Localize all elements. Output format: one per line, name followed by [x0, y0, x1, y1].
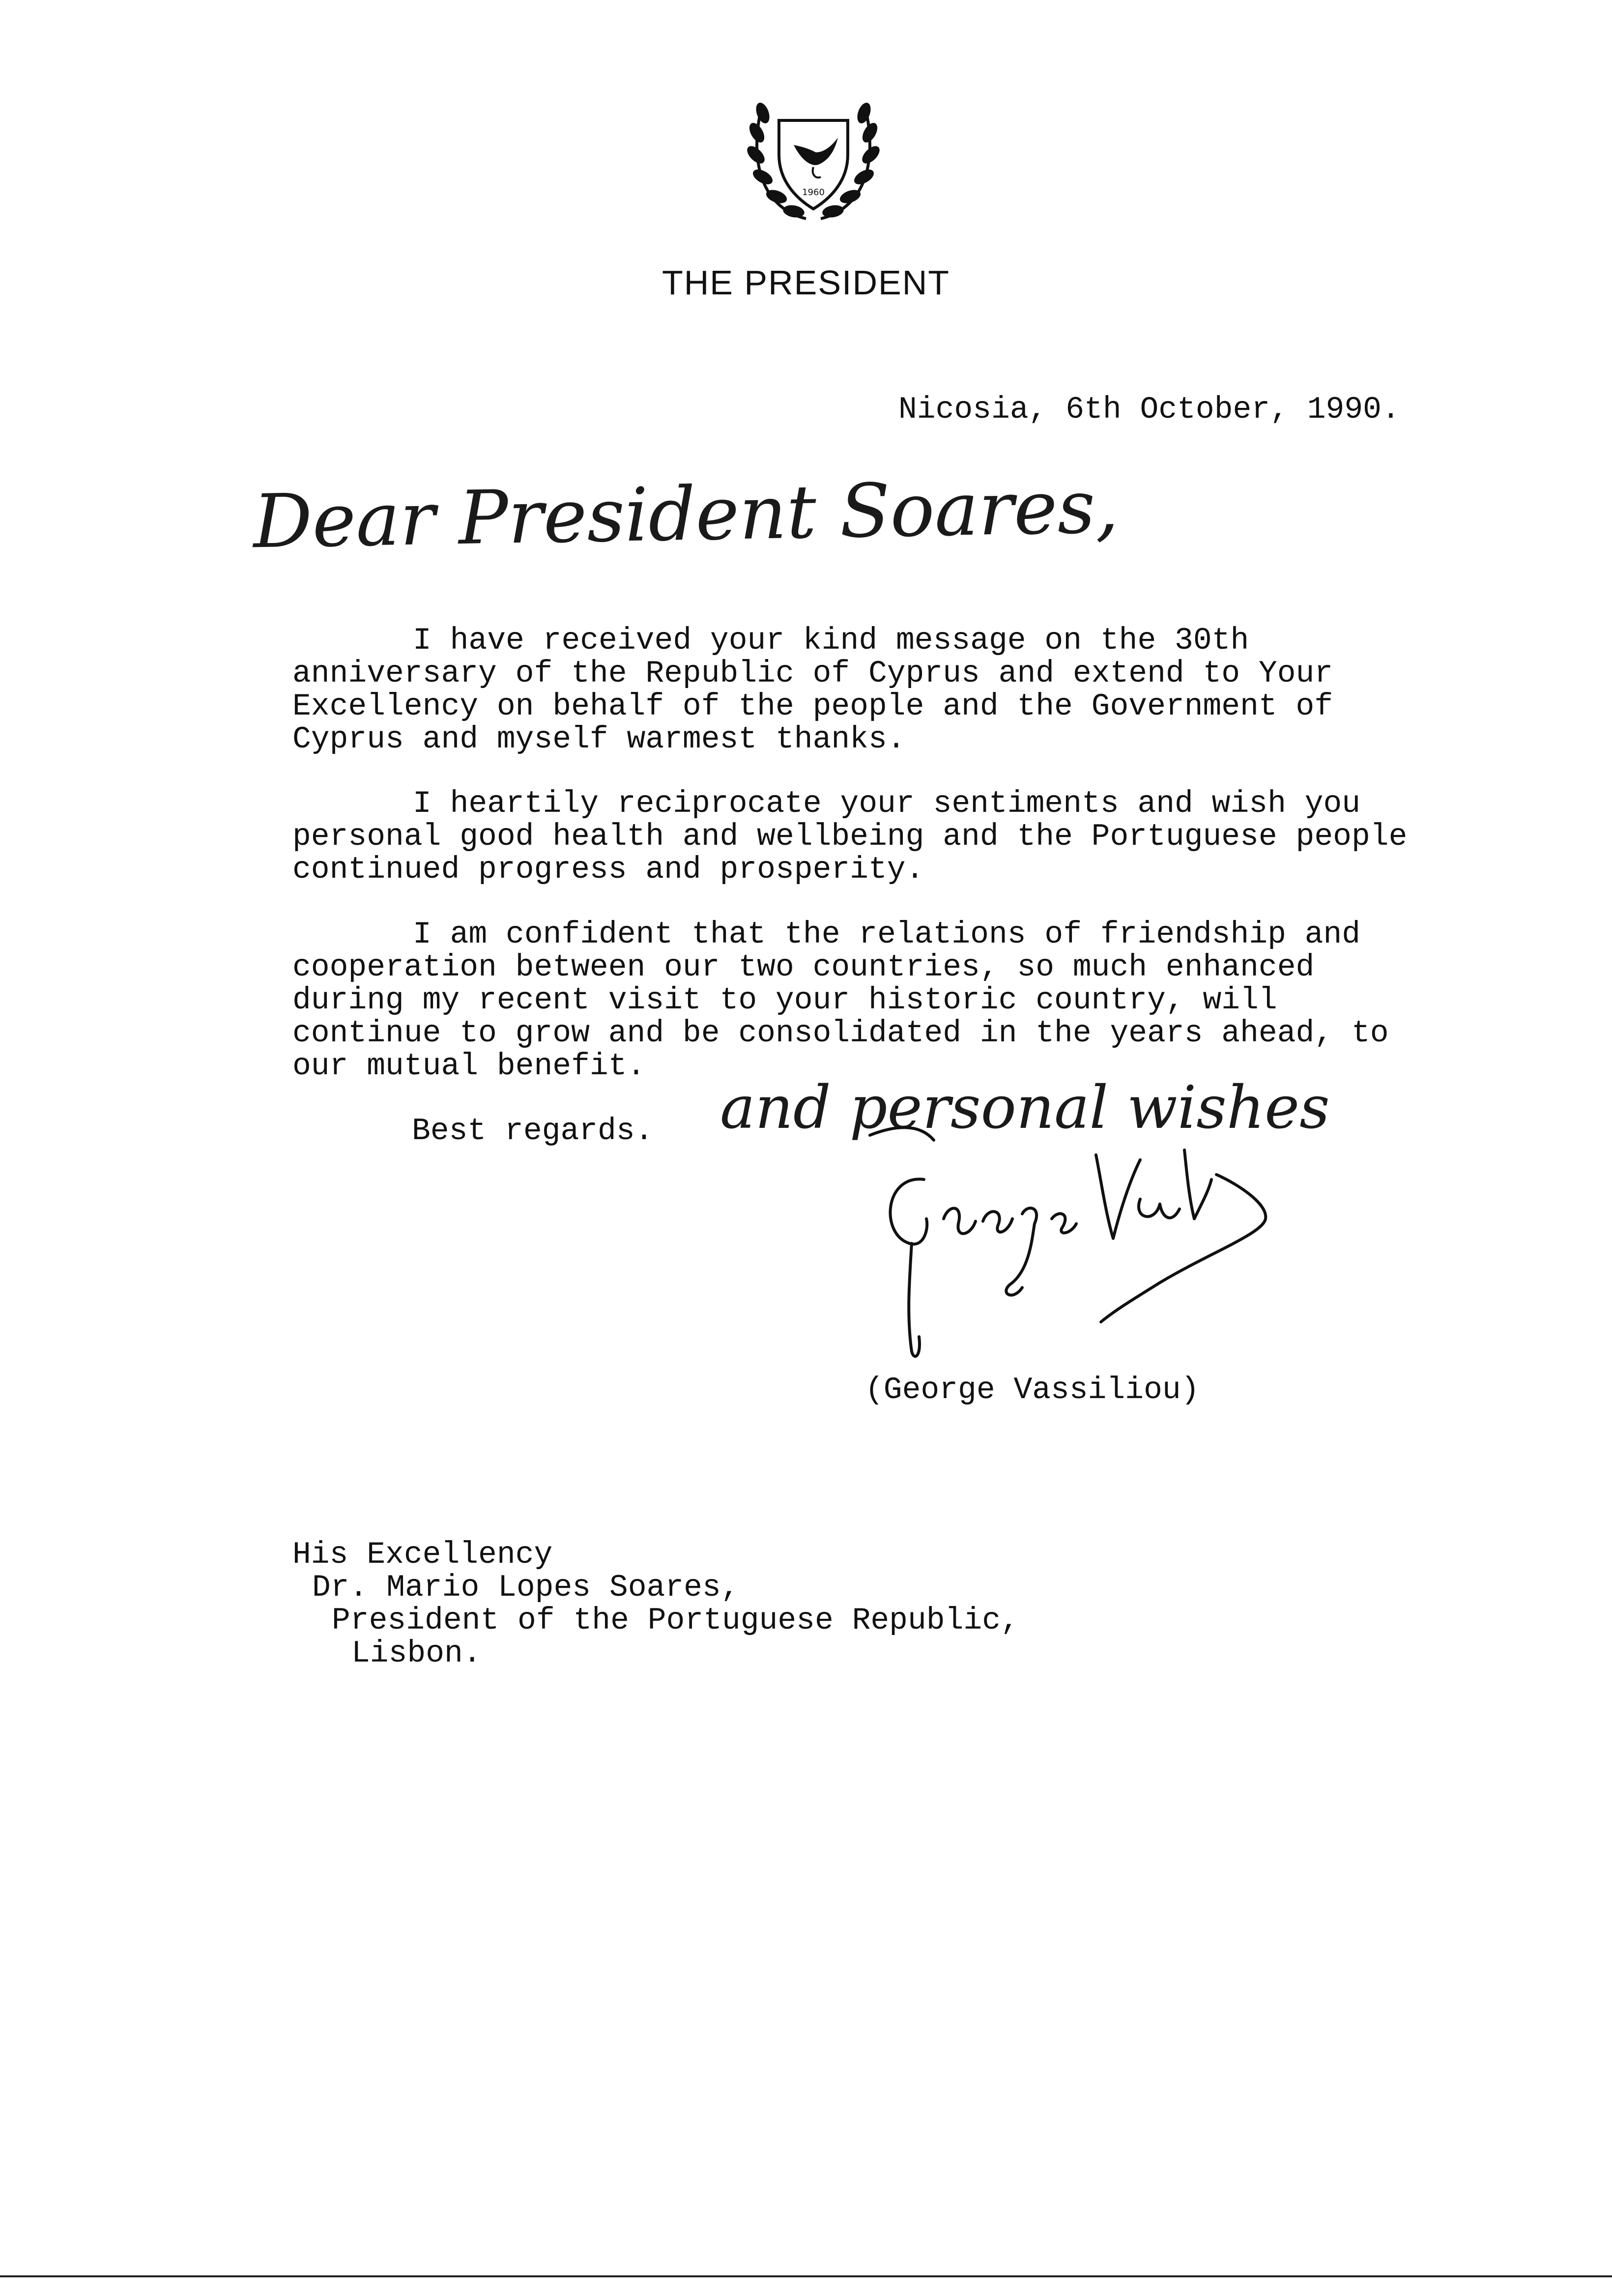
handwritten-closing: and personal wishes: [720, 1074, 1330, 1142]
signature: [865, 1120, 1273, 1376]
emblem-year: 1960: [802, 187, 825, 198]
paragraph-line: I heartily reciprocate your sentiments and wish you: [413, 786, 1361, 821]
page-bottom-rule: [0, 2275, 1612, 2277]
paragraph-line: Cyprus and myself warmest thanks.: [292, 722, 906, 757]
paragraph-line: Excellency on behalf of the people and the Government of: [292, 689, 1333, 724]
paragraph-line: our mutual benefit.: [292, 1049, 646, 1084]
signer-name: (George Vassiliou): [865, 1373, 1200, 1407]
address-line: President of the Portuguese Republic,: [332, 1603, 1019, 1638]
letterhead-title: THE PRESIDENT: [662, 263, 950, 302]
place-and-date: Nicosia, 6th October, 1990.: [898, 392, 1400, 427]
paragraph-1: [292, 624, 1497, 756]
paragraph-line: cooperation between our two countries, so much enhanced: [292, 950, 1315, 985]
paragraph-3: [292, 918, 1497, 1083]
paragraph-line: personal good health and wellbeing and the Portuguese people: [292, 819, 1408, 854]
paragraph-line: I have received your kind message on the 30th: [413, 623, 1249, 658]
address-line: Dr. Mario Lopes Soares,: [312, 1570, 740, 1605]
paragraph-line: I am confident that the relations of friendship and: [413, 917, 1361, 952]
coat-of-arms-emblem: [732, 86, 894, 233]
recipient-address: [292, 1538, 1019, 1670]
handwritten-salutation: Dear President Soares,: [252, 464, 1120, 565]
paragraph-line: continue to grow and be consolidated in the years ahead, to: [292, 1016, 1389, 1051]
paragraph-line: anniversary of the Republic of Cyprus and extend to Your: [292, 656, 1333, 691]
paragraph-line: during my recent visit to your historic country, will: [292, 983, 1277, 1018]
paragraph-2: [292, 787, 1497, 886]
address-line: Lisbon.: [351, 1636, 482, 1671]
paragraph-line: continued progress and prosperity.: [292, 852, 924, 887]
address-line: His Excellency: [292, 1537, 553, 1572]
closing: Best regards.: [412, 1114, 654, 1148]
